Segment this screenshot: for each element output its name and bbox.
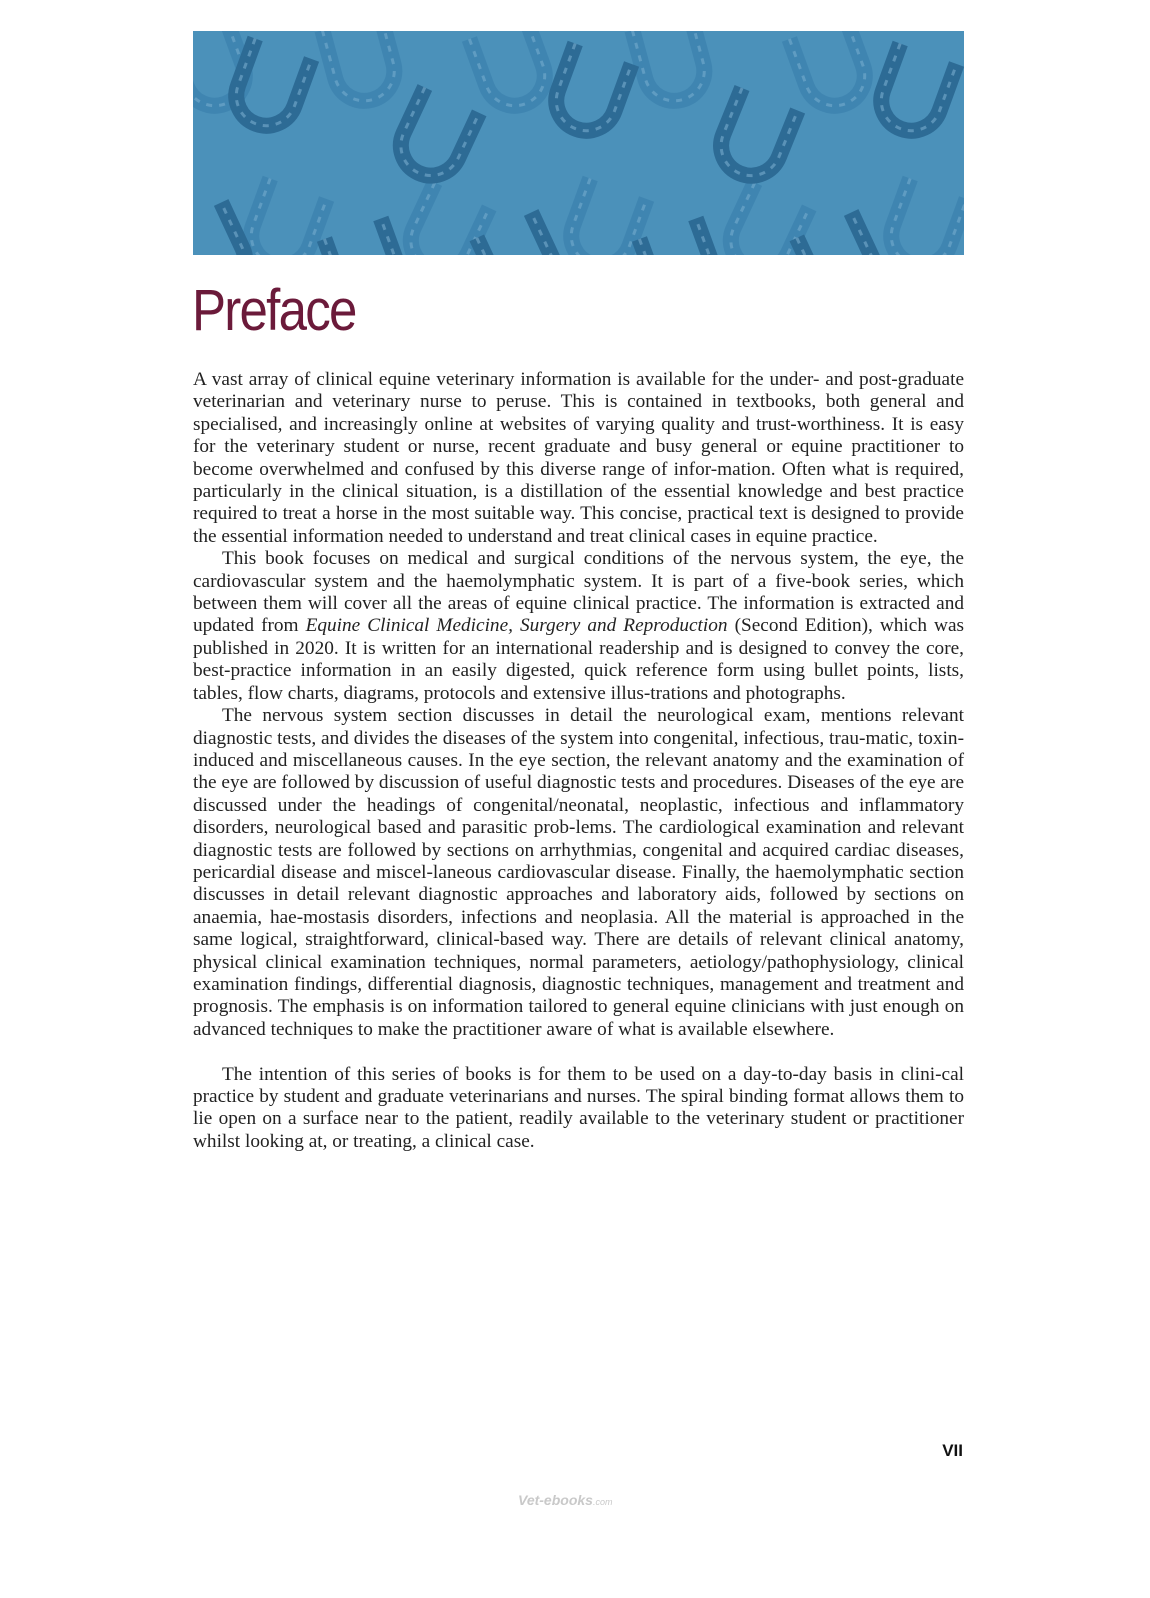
- page-title: Preface: [192, 278, 356, 343]
- paragraph-2-text-before: This book focuses on medical and surgical conditions of the nervous system, the eye, the cardiovascular system and the haemolymphatic system. It is part of a five-book series, which between them will cover all the areas of equine clinical practice. The information is extracted and updated from: [193, 548, 964, 637]
- paragraph-4: The intention of this series of books is for them to be used on a day-to-day basis in clini-cal practice by student and graduate veterinarians and nurses. The spiral binding format allows them to lie open on a surface near to the patient, readily available to the veterinary student or practitioner whilst looking at, or treating, a clinical case.: [193, 1063, 964, 1152]
- horseshoe-pattern: [193, 31, 964, 255]
- paragraph-2-text-after: (Second Edition), which was published in 2020. It is written for an international readership and is designed to convey the core, best-practice information in an easily digested, quick reference form using bullet points, lists, tables, flow charts, diagrams, protocols and extensive illus-trations and photographs.: [193, 615, 965, 704]
- paragraph-3: The nervous system section discusses in detail the neurological exam, mentions relevant diagnostic tests, and divides the diseases of the system into congenital, infectious, trau-matic, toxin-induced and miscellaneous causes. In the eye section, the relevant anatomy and the examination of the eye are followed by discussion of useful diagnostic tests and procedures. Diseases of the eye are discussed under the headings of congenital/neonatal, neoplastic, infectious and inflammatory disorders, neurological based and parasitic prob-lems. The cardiological examination and relevant diagnostic tests are followed by sections on arrhythmias, congenital and acquired cardiac diseases, pericardial disease and miscel-laneous cardiovascular disease. Finally, the haemolymphatic section discusses in detail relevant diagnostic approaches and laboratory aids, followed by sections on anaemia, hae-mostasis disorders, infections and neoplasia. All the material is approached in the same logical, straightforward, clinical-based way. There are details of relevant clinical anatomy, physical clinical examination techniques, normal parameters, aetiology/pathophysiology, clinical examination findings, differential diagnosis, diagnostic techniques, management and treatment and prognosis. The emphasis is on information tailored to general equine clinicians with just enough on advanced techniques to make the practitioner aware of what is available elsewhere.: [193, 705, 964, 1040]
- watermark: [518, 1492, 612, 1508]
- paragraph-2: [193, 548, 964, 705]
- paragraph-1: A vast array of clinical equine veterinary information is available for the under- and post-graduate veterinarian and veterinary nurse to peruse. This is contained in textbooks, both general and specialised, and increasingly online at websites of varying quality and trust-worthiness. It is easy for the veterinary student or nurse, recent graduate and busy general or equine practitioner to become overwhelmed and confused by this diverse range of infor-mation. Often what is required, particularly in the clinical situation, is a distillation of the essential knowledge and best practice required to treat a horse in the most suitable way. This concise, practical text is designed to provide the essential information needed to understand and treat clinical cases in equine practice.: [193, 369, 964, 547]
- watermark-main: Vet-ebooks: [518, 1492, 593, 1508]
- book-title-reference: Equine Clinical Medicine, Surgery and Reproduction: [305, 615, 728, 637]
- header-banner: [193, 31, 964, 255]
- preface-body: [193, 369, 964, 1153]
- page-number: VII: [942, 1441, 963, 1460]
- watermark-suffix: .com: [592, 1497, 613, 1507]
